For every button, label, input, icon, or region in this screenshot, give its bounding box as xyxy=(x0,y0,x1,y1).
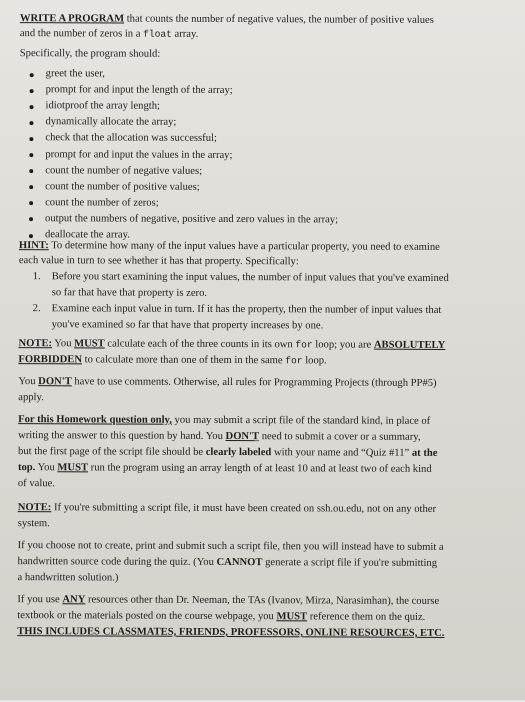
comments-dont: DON'T xyxy=(38,376,72,388)
code-for-2: for xyxy=(285,355,303,367)
note2-label: NOTE: xyxy=(17,502,52,514)
hw-top: top. xyxy=(17,462,36,474)
comments-text-a: You xyxy=(18,376,39,388)
title-rest: that counts the number of negative values, the number of positive values xyxy=(124,13,434,26)
note1-text-d: to calculate more than one of them in the same xyxy=(81,354,286,367)
bullet-item: idiotproof the array length; xyxy=(45,100,160,112)
hw-bold-lead: For this Homework question only, xyxy=(18,414,172,426)
note2-line-2: system. xyxy=(17,518,50,530)
bullet-item: count the number of positive values; xyxy=(45,180,200,193)
bullet-dot xyxy=(30,105,34,109)
title-line-2 xyxy=(20,26,199,43)
resources-text-b: resources other than Dr. Neeman, the TAs (Ivanov, Mirza, Narasimhan), the course xyxy=(85,594,440,607)
code-float: float xyxy=(143,28,172,40)
hw-dont: DON'T xyxy=(225,430,260,443)
choose-text-2b: generate a script file if you're submitting xyxy=(262,557,438,569)
choose-line-3: a handwritten solution.) xyxy=(17,572,119,584)
bullet-item: prompt for and input the values in the array; xyxy=(45,148,233,161)
comments-line-2: apply. xyxy=(18,392,44,404)
bullet-dot xyxy=(29,169,33,173)
hw-line-4 xyxy=(18,460,432,478)
note1-label: NOTE: xyxy=(18,338,53,350)
hw-text-1: you may submit a script file of the standard kind, in place of xyxy=(171,414,431,427)
step-1-num: 1. xyxy=(32,271,41,283)
bullet-dot xyxy=(29,234,33,238)
hw-clearly-labeled: clearly labeled xyxy=(205,446,272,459)
hint-label: HINT: xyxy=(18,240,49,252)
note2-line-1 xyxy=(18,500,436,518)
bullet-dot xyxy=(30,73,34,77)
bullet-item: check that the allocation was successful; xyxy=(45,132,217,145)
step-2-line-1: Examine each input value in turn. If it has the property, then the number of input values that xyxy=(51,303,442,316)
step-1-line-1: Before you start examining the input values, the number of input values that you've examined xyxy=(51,271,449,284)
resources-text-2a: textbook or the materials posted on the course webpage, you xyxy=(17,610,277,623)
bullet-dot xyxy=(29,121,33,125)
resources-must: MUST xyxy=(276,611,308,623)
bullet-item: deallocate the array. xyxy=(44,229,130,241)
resources-any: ANY xyxy=(62,594,86,606)
bullet-item: output the numbers of negative, positive and zero values in the array; xyxy=(45,213,339,226)
bullet-item: count the number of zeros; xyxy=(45,196,159,209)
note1-forbidden: FORBIDDEN xyxy=(18,354,83,366)
note1-line-2 xyxy=(18,352,326,370)
bullet-item: count the number of negative values; xyxy=(45,164,203,177)
title-bold: WRITE A PROGRAM xyxy=(19,13,125,25)
hw-line-5: of value. xyxy=(17,478,55,490)
resources-text-a: If you use xyxy=(17,594,63,606)
note1-text-b: calculate each of the three counts in its own xyxy=(104,338,296,351)
resources-text-2b: reference them on the quiz. xyxy=(307,611,426,623)
note1-must: MUST xyxy=(74,338,105,350)
bullet-item: prompt for and input the length of the array; xyxy=(45,84,233,97)
note2-text-1: If you're submitting a script file, it must have been created on ssh.ou.edu, not on any other xyxy=(51,502,437,515)
choose-line-1: If you choose not to create, print and submit such a script file, then you will instead have to submit a xyxy=(17,540,444,553)
choose-cannot: CANNOT xyxy=(216,556,263,569)
step-1-line-2: so far that have that property is zero. xyxy=(51,287,208,299)
specifically-line: Specifically, the program should: xyxy=(19,48,161,60)
title-line2-end: array. xyxy=(171,28,199,40)
choose-text-2a: handwritten source code during the quiz. (You xyxy=(17,556,217,568)
note1-text-c: loop; you are xyxy=(312,339,374,351)
hint-line-2: each value in turn to see whether it has that property. Specifically: xyxy=(18,255,299,268)
comments-line-1 xyxy=(18,374,436,392)
title-line2-text: and the number of zeros in a xyxy=(19,28,144,40)
hw-must: MUST xyxy=(57,462,89,474)
hw-text-3a: but the first page of the script file should be xyxy=(18,446,206,458)
bullet-dot xyxy=(29,185,33,189)
note1-text-e: loop. xyxy=(302,355,327,367)
bullet-item: dynamically allocate the array; xyxy=(45,116,177,129)
bullet-dot xyxy=(29,137,33,141)
note1-text-a: You xyxy=(52,338,75,350)
bullet-dot xyxy=(29,218,33,222)
step-2-line-2: you've examined so far that have that property increases by one. xyxy=(51,319,324,332)
hw-at-the: at the xyxy=(411,447,438,459)
hint-text-1: To determine how many of the input values have a particular property, you need to examine xyxy=(48,240,440,253)
hw-text-2a: writing the answer to this question by hand. You xyxy=(18,430,226,442)
bullet-dot xyxy=(29,153,33,157)
step-2-num: 2. xyxy=(32,303,41,315)
resources-line-3: THIS INCLUDES CLASSMATES, FRIENDS, PROFESSORS, ONLINE RESOURCES, ETC. xyxy=(17,626,445,639)
hw-text-4b: run the program using an array length of at least 10 and at least two of each kind xyxy=(88,462,432,475)
hw-text-2b: need to submit a cover or a summary, xyxy=(259,431,421,443)
hw-text-4a: You xyxy=(35,462,58,474)
bullet-dot xyxy=(30,89,34,93)
bullet-item: greet the user, xyxy=(45,68,105,80)
bullet-dot xyxy=(29,201,33,205)
comments-text-b: have to use comments. Otherwise, all rules for Programming Projects (through PP#5) xyxy=(71,376,437,389)
note1-absolutely: ABSOLUTELY xyxy=(373,339,446,351)
hw-text-3b: with your name and “Quiz #11” xyxy=(271,447,412,459)
code-for-1: for xyxy=(295,339,313,351)
